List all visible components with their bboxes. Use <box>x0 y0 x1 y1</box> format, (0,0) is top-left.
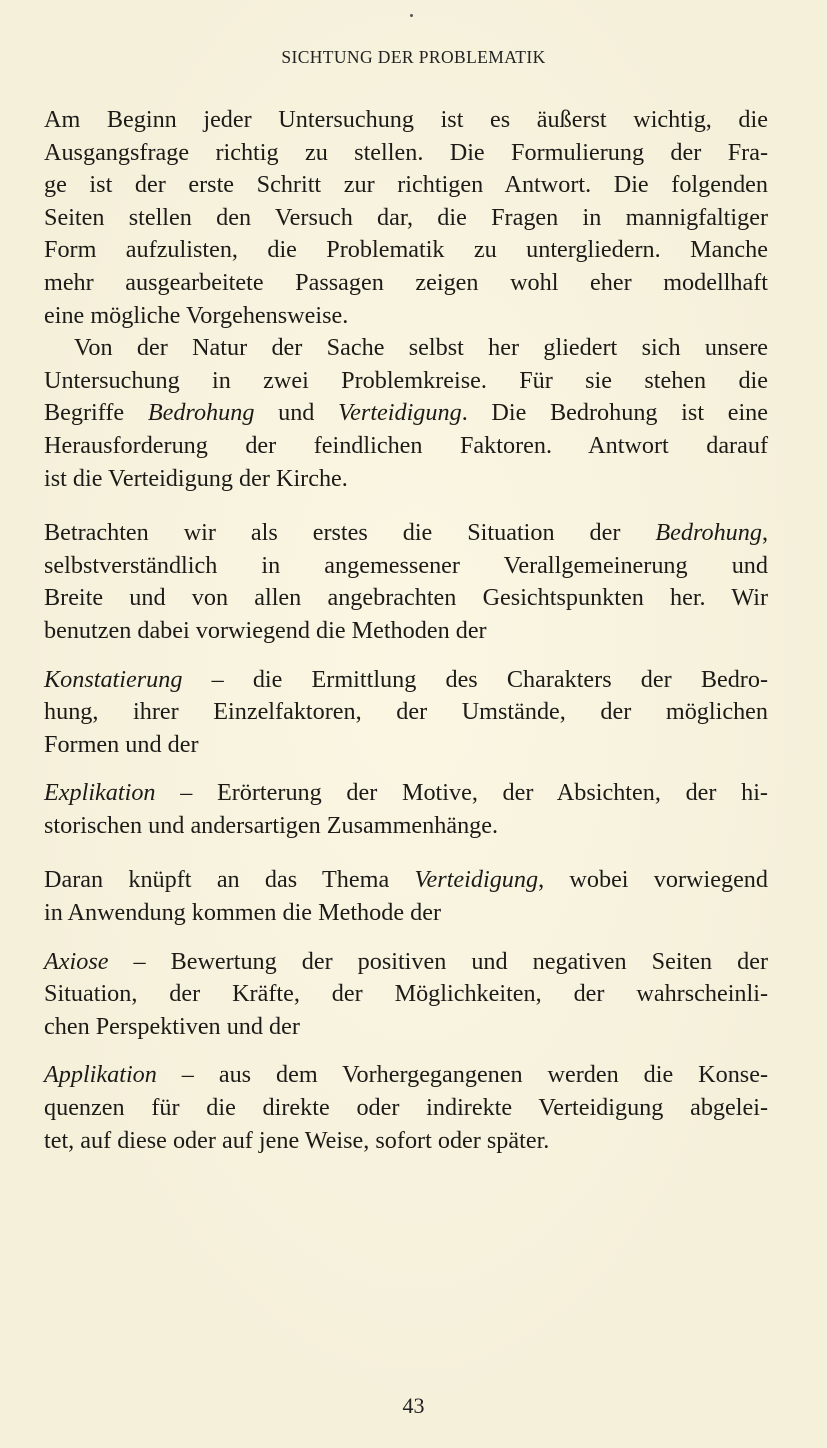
text-line: Situation, der Kräfte, der Möglichkeiten, der wahrscheinli- <box>44 980 768 1008</box>
text-line: Von der Natur der Sache selbst her gliedert sich unsere <box>74 334 768 362</box>
text-line: benutzen dabei vorwiegend die Methoden der <box>44 616 487 644</box>
emphasis-term: Bedrohung <box>147 399 255 427</box>
paragraph-explikation <box>44 777 768 842</box>
method-term: Axiose <box>44 947 109 975</box>
paragraph-threat <box>44 517 768 647</box>
text-line: ge ist der erste Schritt zur richtigen Antwort. Die folgenden <box>44 171 768 199</box>
text-fragment: Betrachten wir als erstes die Situation der <box>44 519 656 547</box>
print-speck <box>410 14 413 17</box>
paragraph-applikation <box>44 1059 768 1157</box>
text-line <box>44 946 768 979</box>
text-line: Form aufzulisten, die Problematik zu untergliedern. Manche <box>44 236 768 264</box>
paragraph-axiose <box>44 946 768 1044</box>
text-line <box>44 864 768 897</box>
text-line <box>44 664 768 697</box>
text-line: mehr ausgearbeitete Passagen zeigen wohl eher modellhaft <box>44 268 768 296</box>
text-line: selbstverständlich in angemessener Verallgemeinerung und <box>44 551 768 579</box>
text-line: in Anwendung kommen die Methode der <box>44 899 442 927</box>
text-line <box>44 397 768 430</box>
text-fragment: – aus dem Vorhergegangenen werden die Konse- <box>156 1061 768 1089</box>
emphasis-term: Verteidigung <box>338 399 462 427</box>
text-fragment: Begriffe <box>44 399 148 427</box>
text-fragment: , <box>761 519 768 547</box>
text-line: Breite und von allen angebrachten Gesichtspunkten her. Wir <box>44 584 768 612</box>
text-line: Herausforderung der feindlichen Faktoren. Antwort darauf <box>44 431 768 459</box>
paragraph-problem-areas <box>44 332 768 495</box>
method-term: Konstatierung <box>44 665 183 693</box>
method-term: Explikation <box>44 779 156 807</box>
paragraph-konstatierung <box>44 664 768 762</box>
text-line <box>44 1059 768 1092</box>
text-line: Ausgangsfrage richtig zu stellen. Die Formulierung der Fra- <box>44 138 768 166</box>
text-line: tet, auf diese oder auf jene Weise, sofort oder später. <box>44 1126 550 1154</box>
text-line: Untersuchung in zwei Problemkreise. Für sie stehen die <box>44 366 768 394</box>
text-line <box>44 517 768 550</box>
text-line: Am Beginn jeder Untersuchung ist es äußerst wichtig, die <box>44 106 768 133</box>
text-fragment: – Erörterung der Motive, der Absichten, der hi- <box>155 779 768 807</box>
text-line: chen Perspektiven und der <box>44 1012 300 1040</box>
text-line: hung, ihrer Einzelfaktoren, der Umstände, der möglichen <box>44 698 768 726</box>
text-fragment: , wobei vorwiegend <box>538 866 768 894</box>
text-fragment: und <box>254 399 339 427</box>
page-number: 43 <box>402 1393 425 1418</box>
method-term: Applikation <box>44 1061 157 1089</box>
emphasis-term: Bedrohung <box>655 519 762 547</box>
text-line: quenzen für die direkte oder indirekte Verteidigung abgelei- <box>44 1094 768 1122</box>
text-line <box>44 777 768 810</box>
text-fragment: – die Ermittlung des Charakters der Bedro- <box>182 665 768 693</box>
text-fragment: Daran knüpft an das Thema <box>44 866 415 894</box>
text-fragment: – Bewertung der positiven und negativen Seiten der <box>108 947 768 975</box>
text-line: Formen und der <box>44 730 199 758</box>
text-line: eine mögliche Vorgehensweise. <box>44 301 349 329</box>
paragraph-defense <box>44 864 768 929</box>
body-text <box>44 104 768 1157</box>
text-line: storischen und andersartigen Zusammenhänge. <box>44 811 499 839</box>
text-line: ist die Verteidigung der Kirche. <box>44 464 348 492</box>
paragraph-intro <box>44 104 768 332</box>
text-fragment: . Die Bedrohung ist eine <box>461 399 769 427</box>
running-head: SICHTUNG DER PROBLEMATIK <box>281 47 546 67</box>
text-line: Seiten stellen den Versuch dar, die Fragen in mannigfaltiger <box>44 203 768 231</box>
emphasis-term: Verteidigung <box>414 866 539 894</box>
